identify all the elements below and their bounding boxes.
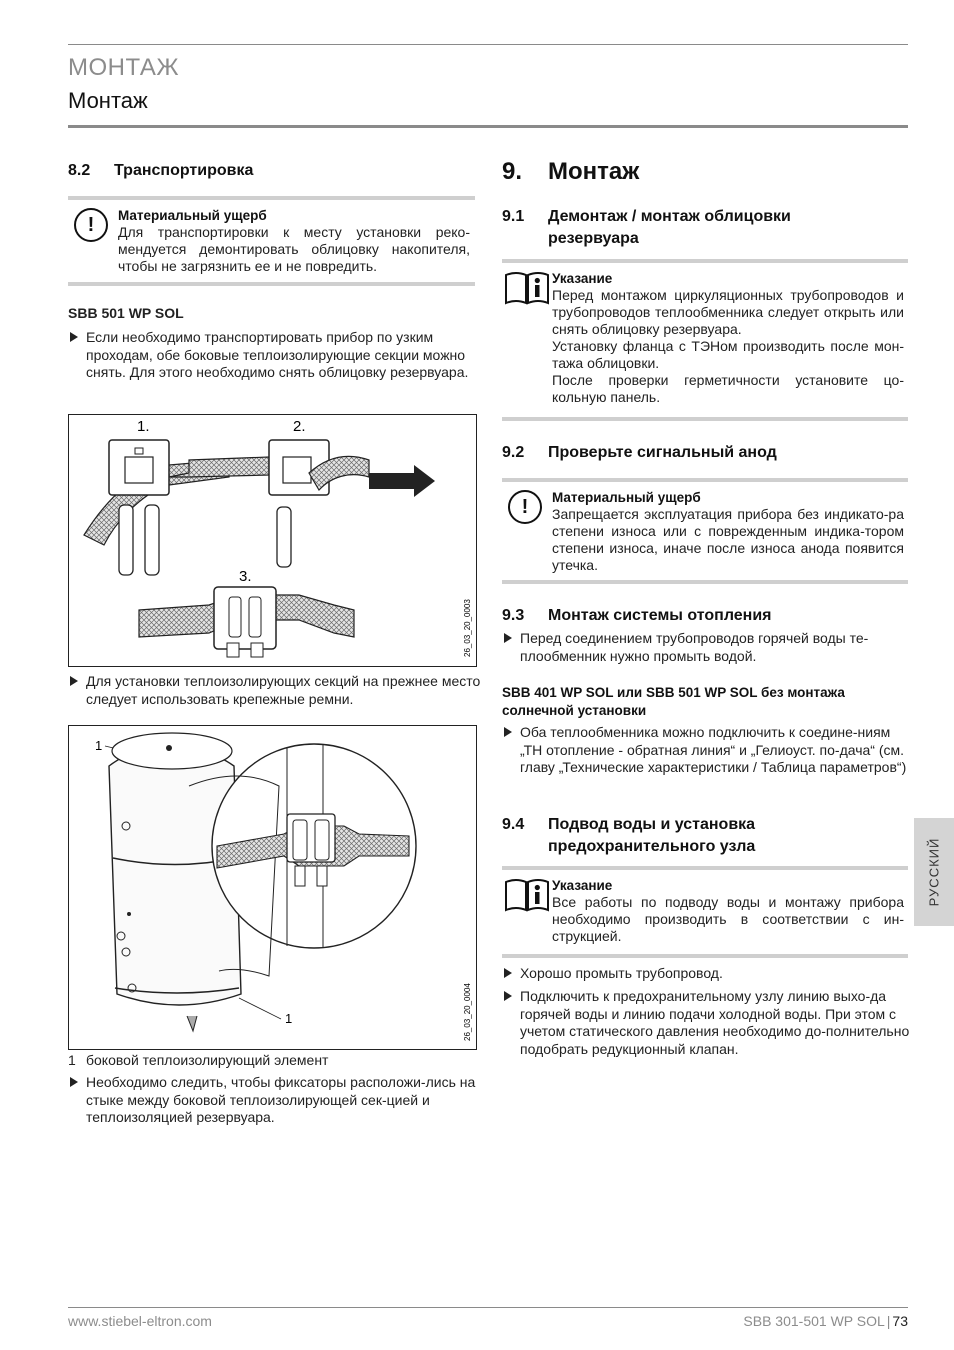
heading-text: Демонтаж / монтаж облицовки	[548, 208, 791, 225]
legend-number: 1	[68, 1052, 76, 1068]
notice-body: Для транспортировки к месту установки реко-мендуется демонтировать облицовку накопителя, чтобы не загрязнить ее и не повредить.	[118, 224, 470, 274]
transport-steps-illustration	[69, 415, 476, 666]
heading-text: Монтаж	[548, 158, 640, 185]
callout-top: 1	[95, 738, 103, 753]
bullet-item	[68, 673, 481, 708]
heading-9-4	[502, 814, 755, 858]
bullet-item	[68, 1074, 486, 1127]
bullet-text: Необходимо следить, чтобы фиксаторы расположи-лись на стыке между боковой теплоизолирующей сек-цией и теплоизоляцией резервуара.	[86, 1074, 476, 1125]
heading-text: резервуара	[548, 230, 639, 247]
bullet-arrow-icon	[504, 727, 512, 737]
notice-body: Запрещается эксплуатация прибора без индикато-ра степени износа или с поврежденным индика-тором степени износа, иначе после износа анода появится утечка.	[552, 506, 904, 573]
bullet-item	[502, 988, 910, 1058]
notice-title: Материальный ущерб	[118, 208, 267, 223]
notice-body	[552, 287, 904, 406]
bullet-text: Оба теплообменника можно подключить к соедине-ниям „ТН отопление - обратная линия“ и „Гелиоуст. по-дача“ (см. главу „Технические характеристики / Таблица параметров“)	[520, 724, 907, 775]
bullet-text: Хорошо промыть трубопровод.	[520, 965, 723, 981]
model-label: SBB 501 WP SOL	[68, 305, 184, 321]
figure-transport-steps	[68, 414, 477, 667]
info-book-icon	[504, 878, 550, 912]
bullet-item	[68, 329, 476, 382]
heading-number: 9.	[502, 158, 523, 185]
notice-paragraph: Установку фланца с ТЭНом производить после мон-тажа облицовки.	[552, 338, 904, 371]
bullet-text: Подключить к предохранительному узлу линию выхо-да горячей воды и линию подачи холодной воды. При этом с учетом статического давления необходимо до-полнительно подобрать редукционный клапан.	[520, 988, 910, 1057]
heading-text: предохранительного узла	[548, 838, 756, 855]
footer-rule	[68, 1307, 908, 1308]
legend-text: боковой теплоизолирующий элемент	[86, 1052, 329, 1068]
header-section-title: Монтаж	[68, 88, 148, 113]
notice-title: Материальный ущерб	[552, 490, 701, 505]
bullet-text: Для установки теплоизолирующих секций на прежнее место следует использовать крепежные ремни.	[86, 673, 481, 707]
heading-number: 8.2	[68, 162, 91, 179]
notice-paragraph: После проверки герметичности установите цо-кольную панель.	[552, 372, 904, 405]
heading-text: Подвод воды и установка	[548, 816, 756, 833]
footer-doc-info	[743, 1313, 908, 1329]
heading-number: 9.1	[502, 208, 525, 225]
bullet-text: Перед соединением трубопроводов горячей воды те-плообменник нужно промыть водой.	[520, 630, 869, 664]
notice-material-damage	[502, 478, 908, 584]
notice-body: Все работы по подводу воды и монтажу прибора необходимо производить в соответствии с ин-струкцией.	[552, 894, 904, 944]
header-section-caps: МОНТАЖ	[68, 54, 180, 81]
tank-insulation-illustration	[69, 726, 476, 1049]
bullet-arrow-icon	[70, 332, 78, 342]
header-top-rule	[68, 44, 908, 45]
figure-legend	[68, 1052, 328, 1069]
heading-text: Транспортировка	[114, 162, 254, 179]
heading-text: Монтаж системы отопления	[548, 607, 772, 624]
figure-code: 26_03_20_0003	[463, 599, 472, 657]
notice-paragraph: Перед монтажом циркуляционных трубопроводов и трубопроводов теплообменника следует открыть или снять облицовку резервуара.	[552, 287, 904, 337]
footer-doc-name: SBB 301-501 WP SOL	[743, 1313, 885, 1329]
warning-icon: !	[508, 490, 542, 524]
warning-icon: !	[74, 208, 108, 242]
bullet-text: Если необходимо транспортировать прибор по узким проходам, обе боковые теплоизолирующие секции можно снять. Для этого необходимо снять облицовку резервуара.	[86, 329, 469, 380]
figure-code: 26_03_20_0004	[463, 983, 472, 1041]
bullet-item	[502, 630, 908, 665]
subheading-model-variant: SBB 401 WP SOL или SBB 501 WP SOL без монтажа солнечной установки	[502, 685, 845, 718]
bullet-arrow-icon	[504, 968, 512, 978]
notice-hint	[502, 259, 908, 421]
notice-title: Указание	[552, 271, 613, 286]
info-book-icon	[504, 271, 550, 305]
heading-number: 9.2	[502, 444, 525, 461]
footer-separator: |	[886, 1313, 891, 1329]
figure-tank-insulation	[68, 725, 477, 1050]
header-bottom-rule	[68, 125, 908, 128]
heading-9	[502, 158, 639, 186]
bullet-arrow-icon	[504, 633, 512, 643]
step-2-label: 2.	[293, 418, 306, 435]
bullet-arrow-icon	[70, 1077, 78, 1087]
heading-9-1	[502, 206, 791, 250]
notice-title: Указание	[552, 878, 613, 893]
notice-material-damage	[68, 196, 475, 286]
language-tab-label: РУССКИЙ	[926, 837, 942, 907]
heading-9-3	[502, 607, 772, 625]
callout-bottom: 1	[285, 1011, 293, 1026]
step-1-label: 1.	[137, 418, 150, 435]
step-3-label: 3.	[239, 568, 252, 585]
notice-hint	[502, 866, 908, 958]
heading-number: 9.4	[502, 816, 525, 833]
footer-url: www.stiebel-eltron.com	[68, 1313, 212, 1329]
heading-8-2	[68, 162, 253, 180]
heading-number: 9.3	[502, 607, 525, 624]
bullet-item	[502, 724, 915, 777]
bullet-arrow-icon	[504, 991, 512, 1001]
language-side-tab	[914, 818, 954, 926]
bullet-arrow-icon	[70, 676, 78, 686]
page-number: 73	[892, 1313, 908, 1329]
heading-text: Проверьте сигнальный анод	[548, 444, 777, 461]
bullet-item	[502, 965, 915, 983]
heading-9-2	[502, 444, 777, 462]
